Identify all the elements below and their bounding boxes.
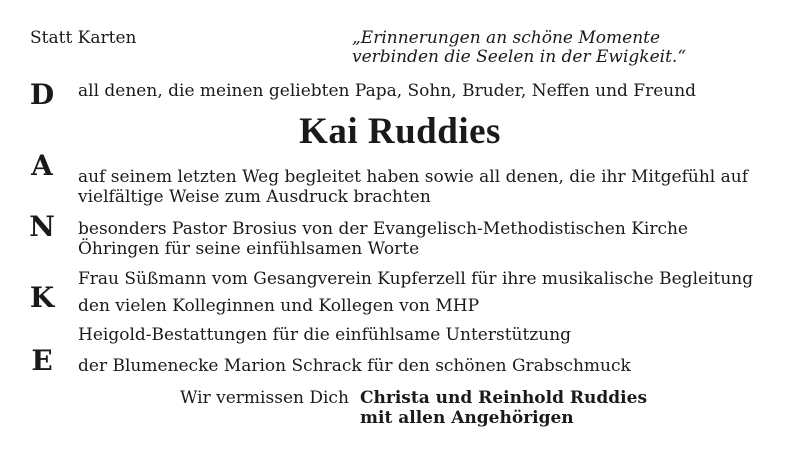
body-line-6: der Blumenecke Marion Schrack für den schönen Grabschmuck (78, 356, 631, 376)
closing-text: Wir vermissen Dich (180, 388, 349, 408)
body-line-4: den vielen Kolleginnen und Kollegen von MHP (78, 296, 480, 316)
acrostic-letter-k: K (29, 281, 55, 314)
body-line-1b: vielfältige Weise zum Ausdruck brachten (78, 187, 431, 207)
statt-karten-label: Statt Karten (30, 28, 137, 48)
quote-line-2: verbinden die Seelen in der Ewigkeit.“ (352, 47, 687, 67)
closing-signatories (360, 388, 647, 428)
intro-line: all denen, die meinen geliebten Papa, Sohn, Bruder, Neffen und Freund (78, 81, 697, 101)
body-line-1a: auf seinem letzten Weg begleitet haben sowie all denen, die ihr Mitgefühl auf (78, 167, 749, 187)
body-line-3: Frau Süßmann vom Gesangverein Kupferzell für ihre musikalische Begleitung (78, 269, 754, 289)
body-line-2b: Öhringen für seine einfühlsamen Worte (78, 239, 420, 259)
acrostic-letter-n: N (29, 210, 55, 243)
acrostic-letter-d: D (29, 78, 55, 111)
body-line-2a: besonders Pastor Brosius von der Evangelisch-Methodistischen Kirche (78, 219, 688, 239)
deceased-name: Kai Ruddies (299, 111, 501, 152)
quote-line-1: „Erinnerungen an schöne Momente (352, 28, 661, 48)
acrostic-letter-a: A (31, 149, 53, 182)
acrostic-letter-e: E (31, 344, 53, 377)
signatories-line-2: mit allen Angehörigen (360, 408, 574, 428)
signatories-line-1: Christa und Reinhold Ruddies (360, 388, 648, 408)
body-line-5: Heigold-Bestattungen für die einfühlsame Unterstützung (78, 325, 572, 345)
memorial-quote (352, 28, 687, 67)
